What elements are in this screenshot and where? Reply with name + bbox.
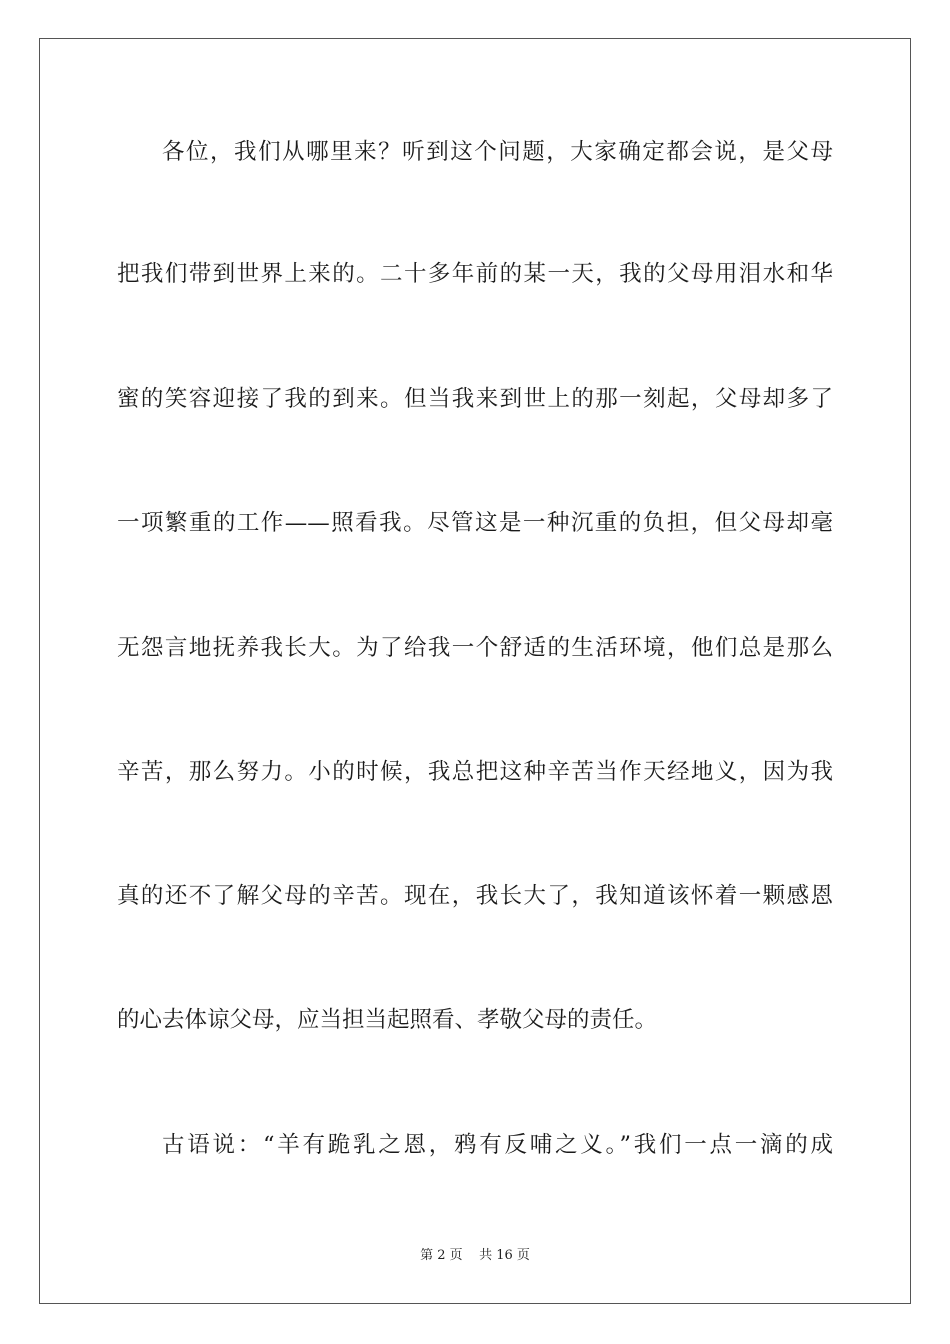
paragraph-1-line-2: 把我们带到世界上来的。二十多年前的某一天，我的父母用泪水和华 [117,261,833,287]
paragraph-1-line-4: 一项繁重的工作——照看我。尽管这是一种沉重的负担，但父母却毫 [117,510,833,536]
paragraph-1-line-3: 蜜的笑容迎接了我的到来。但当我来到世上的那一刻起，父母却多了 [117,386,833,412]
paragraph-1-line-1: 各位，我们从哪里来？听到这个问题，大家确定都会说，是父母 [162,139,833,165]
page-border [39,38,911,1304]
paragraph-1-line-6: 辛苦，那么努力。小的时候，我总把这种辛苦当作天经地义，因为我 [117,759,833,785]
paragraph-1-line-5: 无怨言地抚养我长大。为了给我一个舒适的生活环境，他们总是那么 [117,635,833,661]
paragraph-1-line-7: 真的还不了解父母的辛苦。现在，我长大了，我知道该怀着一颗感恩 [117,883,833,909]
paragraph-2-line-1: 古语说：“羊有跪乳之恩，鸦有反哺之义。”我们一点一滴的成 [162,1132,833,1158]
page-number-footer: 第 2 页 共 16 页 [420,1248,530,1263]
paragraph-1-line-8: 的心去体谅父母，应当担当起照看、孝敬父母的责任。 [117,1007,658,1033]
